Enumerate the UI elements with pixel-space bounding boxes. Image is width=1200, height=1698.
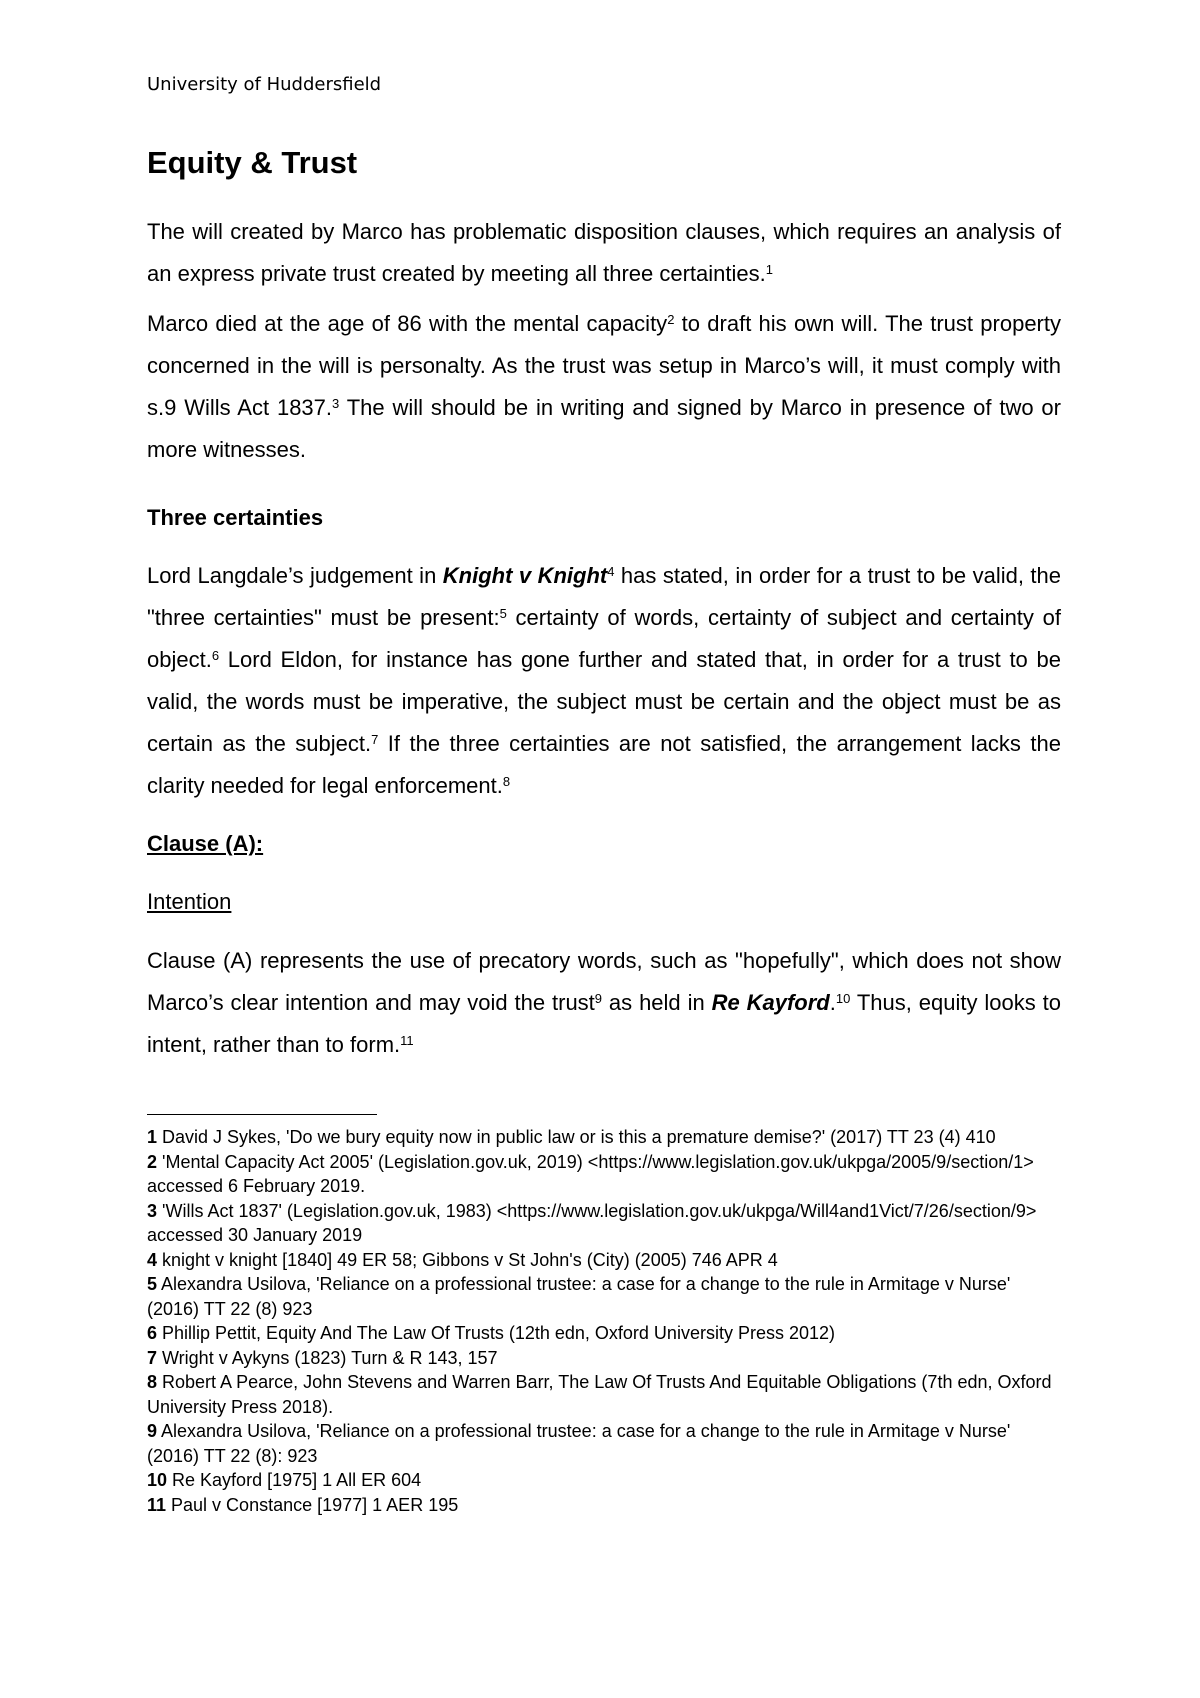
paragraph-text: The will created by Marco has problematic disposition clauses, which requires an analysis of an express private trust created by meeting all three certainties. xyxy=(147,219,1061,286)
footnote xyxy=(147,1199,1067,1248)
paragraph-text: has stated, in order for a trust to be valid, the "three certainties" must be present: xyxy=(147,563,1062,630)
paragraph-text: Marco died at the age of 86 with the mental capacity xyxy=(147,311,668,336)
case-name: Knight v Knight xyxy=(442,563,608,588)
footnote xyxy=(147,1419,1067,1468)
footnote-number: 7 xyxy=(147,1347,158,1368)
footnote xyxy=(147,1125,1067,1150)
heading-three-certainties: Three certainties xyxy=(147,505,324,530)
footnote-ref[interactable]: 9 xyxy=(594,991,603,1006)
footnote-text: 'Wills Act 1837' (Legislation.gov.uk, 1983) <https://www.legislation.gov.uk/ukpga/Will4and1Vict/7/26/section/9> accessed 30 January 2019 xyxy=(147,1200,1037,1245)
footnote xyxy=(147,1468,1067,1493)
footnote-text: Paul v Constance [1977] 1 AER 195 xyxy=(166,1494,459,1515)
paragraph-text: Thus, equity looks to intent, rather than to form. xyxy=(147,990,1061,1057)
case-name: Re Kayford xyxy=(711,990,830,1015)
paragraph-text: to draft his own will. The trust property concerned in the will is personalty. As the trust was setup in Marco’s will, it must comply with s.9 Wills Act 1837. xyxy=(147,311,1061,420)
footnote xyxy=(147,1346,1067,1371)
paragraph-capacity xyxy=(147,303,1061,471)
footnote-text: Re Kayford [1975] 1 All ER 604 xyxy=(167,1470,422,1490)
footnotes xyxy=(147,1125,1067,1517)
footnote-number: 1 xyxy=(147,1127,158,1147)
footnote-ref[interactable]: 6 xyxy=(211,648,220,663)
paragraph-text: If the three certainties are not satisfied, the arrangement lacks the clarity needed for legal enforcement. xyxy=(147,731,1061,798)
paragraph-text: Lord Eldon, for instance has gone further and stated that, in order for a trust to be valid, the words must be imperative, the subject must be certain and the object must be as certain as the subject. xyxy=(147,647,1061,756)
paragraph-text: certainty of words, certainty of subject and certainty of object. xyxy=(147,605,1061,672)
footnote-ref[interactable]: 2 xyxy=(667,312,675,327)
footnote-text: David J Sykes, 'Do we bury equity now in public law or is this a premature demise?' (2017) TT 23 (4) 410 xyxy=(157,1127,996,1147)
footnote-ref[interactable]: 11 xyxy=(400,1033,414,1048)
footnote-ref[interactable]: 4 xyxy=(607,564,615,579)
institution-header: University of Huddersfield xyxy=(147,74,382,95)
footnote xyxy=(147,1370,1067,1419)
footnote-ref[interactable]: 3 xyxy=(332,396,340,411)
footnote-number: 4 xyxy=(147,1249,158,1270)
footnote-number: 5 xyxy=(147,1274,158,1294)
footnote xyxy=(147,1272,1067,1321)
footnote xyxy=(147,1248,1067,1273)
footnote-text: Robert A Pearce, John Stevens and Warren Barr, The Law Of Trusts And Equitable Obligations (7th edn, Oxford University Press 2018). xyxy=(147,1372,1052,1417)
document-title: Equity & Trust xyxy=(147,145,358,180)
footnote-number: 3 xyxy=(147,1200,158,1221)
footnote-number: 2 xyxy=(147,1151,158,1172)
paragraph-text: Clause (A) represents the use of precatory words, such as "hopefully", which does not show Marco’s clear intention and may void the trust xyxy=(147,948,1061,1015)
footnote xyxy=(147,1321,1067,1346)
footnote-text: knight v knight [1840] 49 ER 58; Gibbons v St John's (City) (2005) 746 APR 4 xyxy=(157,1249,778,1270)
footnote-text: Phillip Pettit, Equity And The Law Of Trusts (12th edn, Oxford University Press 2012) xyxy=(157,1323,835,1343)
footnote-number: 11 xyxy=(147,1494,167,1515)
footnote-ref[interactable]: 7 xyxy=(371,732,379,747)
footnote-text: Alexandra Usilova, 'Reliance on a professional trustee: a case for a change to the rule in Armitage v Nurse' (2016) TT 22 (8) 923 xyxy=(147,1274,1011,1319)
footnote-text: Alexandra Usilova, 'Reliance on a professional trustee: a case for a change to the rule in Armitage v Nurse' (2016) TT 22 (8): 923 xyxy=(147,1421,1011,1466)
footnote-text: Wright v Aykyns (1823) Turn & R 143, 157 xyxy=(157,1347,498,1368)
paragraph-text: The will should be in writing and signed by Marco in presence of two or more witnesses. xyxy=(147,395,1061,462)
footnote xyxy=(147,1493,1067,1518)
footnote-number: 6 xyxy=(147,1323,158,1343)
paragraph-clause-a xyxy=(147,940,1061,1066)
paragraph-text: . xyxy=(829,990,836,1015)
paragraph-intro xyxy=(147,211,1061,295)
footnote xyxy=(147,1150,1067,1199)
footnote-ref[interactable]: 1 xyxy=(765,262,773,277)
footnote-separator xyxy=(147,1114,377,1115)
footnote-ref[interactable]: 10 xyxy=(835,991,851,1006)
footnote-text: 'Mental Capacity Act 2005' (Legislation.gov.uk, 2019) <https://www.legislation.gov.uk/ukpga/2005/9/section/1> accessed 6 February 2019. xyxy=(147,1151,1034,1196)
paragraph-text: as held in xyxy=(602,990,712,1015)
footnote-ref[interactable]: 8 xyxy=(502,774,511,789)
heading-intention: Intention xyxy=(147,889,232,914)
footnote-number: 10 xyxy=(147,1470,168,1490)
paragraph-text: Lord Langdale’s judgement in xyxy=(147,563,443,588)
paragraph-three-certainties xyxy=(147,555,1061,807)
heading-clause-a: Clause (A): xyxy=(147,831,264,856)
footnote-number: 9 xyxy=(147,1421,158,1441)
footnote-ref[interactable]: 5 xyxy=(499,606,507,621)
footnote-number: 8 xyxy=(147,1372,158,1392)
